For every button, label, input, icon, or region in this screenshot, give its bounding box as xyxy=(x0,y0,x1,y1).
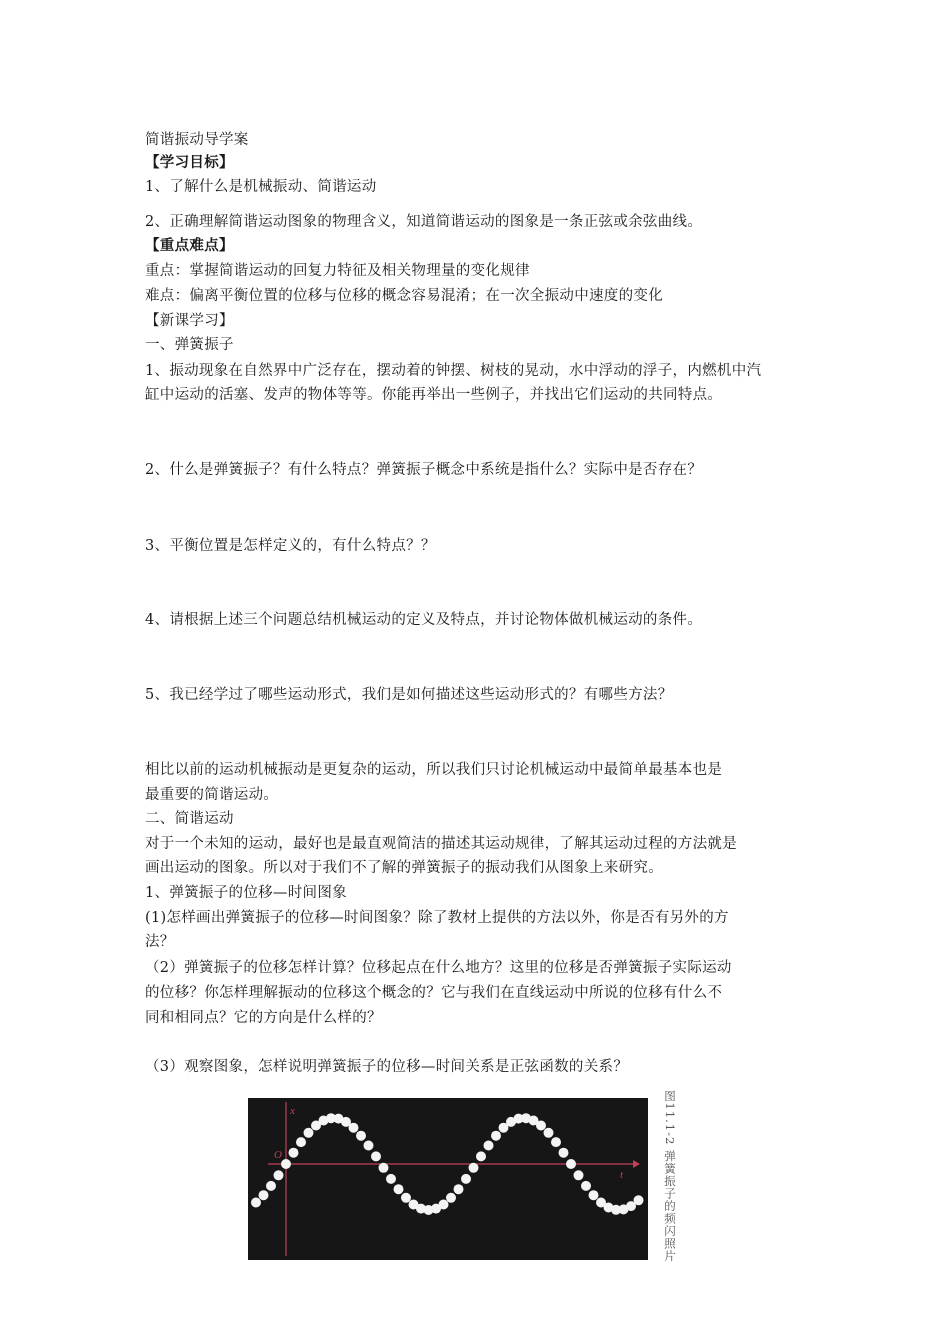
goal-1: 1、了解什么是机械振动、简谐运动 xyxy=(145,179,377,195)
oscillator-ball xyxy=(544,1128,554,1138)
oscillator-ball xyxy=(251,1198,261,1208)
oscillator-ball xyxy=(394,1184,404,1194)
oscillator-ball xyxy=(349,1123,359,1133)
oscillator-ball xyxy=(574,1170,584,1180)
sub-question-1-line2: 法？ xyxy=(145,934,175,950)
sub1-heading: 1、弹簧振子的位移—时间图象 xyxy=(145,885,347,901)
oscillator-ball xyxy=(484,1141,494,1151)
part1-heading: 一、弹簧振子 xyxy=(145,337,234,353)
question-1-line1: 1、振动现象在自然界中广泛存在，摆动着的钟摆、树枝的晃动，水中浮动的浮子，内燃机中汽 xyxy=(145,363,762,379)
difficulty: 难点：偏离平衡位置的位移与位移的概念容易混淆；在一次全振动中速度的变化 xyxy=(145,288,663,304)
question-1-line2: 缸中运动的活塞、发声的物体等等。你能再举出一些例子，并找出它们运动的共同特点。 xyxy=(145,387,723,403)
sub-question-2-line2: 的位移？你怎样理解振动的位移这个概念的？它与我们在直线运动中所说的位移有什么不 xyxy=(145,985,723,1001)
origin-label: O xyxy=(274,1149,282,1161)
oscillator-ball xyxy=(589,1190,599,1200)
t-axis-label: t xyxy=(620,1169,624,1181)
oscillator-ball xyxy=(259,1190,269,1200)
figure-caption: 图11.1-2 弹簧振子的频闪照片 xyxy=(663,1090,677,1263)
oscillator-ball xyxy=(371,1151,381,1161)
oscillator-ball xyxy=(476,1151,486,1161)
question-5: 5、我已经学过了哪些运动形式，我们是如何描述这些运动形式的？有哪些方法？ xyxy=(145,687,673,703)
sub-question-2-line3: 同和相同点？它的方向是什么样的？ xyxy=(145,1010,382,1026)
sub-question-1-line1: (1)怎样画出弹簧振子的位移—时间图象？除了教材上提供的方法以外，你是否有另外的方 xyxy=(145,910,729,926)
oscillator-ball xyxy=(469,1163,479,1173)
oscillator-ball xyxy=(634,1195,644,1205)
oscillator-ball xyxy=(566,1159,576,1169)
oscillator-ball xyxy=(581,1181,591,1191)
oscillator-ball xyxy=(356,1131,366,1141)
oscillator-ball xyxy=(559,1148,569,1158)
oscillator-ball xyxy=(296,1137,306,1147)
strobe-photo-figure xyxy=(248,1098,648,1260)
page-title: 简谐振动导学案 xyxy=(145,132,249,148)
goal-2: 2、正确理解简谐运动图象的物理含义，知道简谐运动的图象是一条正弦或余弦曲线。 xyxy=(145,214,703,230)
oscillator-ball xyxy=(401,1193,411,1203)
question-3: 3、平衡位置是怎样定义的，有什么特点？？ xyxy=(145,538,436,554)
new-lesson-heading: 【新课学习】 xyxy=(145,313,234,329)
oscillator-ball xyxy=(289,1148,299,1158)
part2-line2: 画出运动的图象。所以对于我们不了解的弹簧振子的振动我们从图象上来研究。 xyxy=(145,860,663,876)
oscillator-ball xyxy=(551,1137,561,1147)
oscillator-ball xyxy=(536,1121,546,1131)
intro-line2: 最重要的简谐运动。 xyxy=(145,787,279,803)
oscillator-ball xyxy=(266,1181,276,1191)
part2-heading: 二、简谐运动 xyxy=(145,811,234,827)
oscillator-ball xyxy=(386,1174,396,1184)
part2-line1: 对于一个未知的运动，最好也是最直观简洁的描述其运动规律，了解其运动过程的方法就是 xyxy=(145,836,737,852)
oscillator-ball xyxy=(304,1128,314,1138)
oscillator-ball xyxy=(439,1200,449,1210)
question-4: 4、请根据上述三个问题总结机械运动的定义及特点，并讨论物体做机械运动的条件。 xyxy=(145,612,703,628)
sub-question-2-line1: （2）弹簧振子的位移怎样计算？位移起点在什么地方？这里的位移是否弹簧振子实际运动 xyxy=(145,960,732,976)
oscillation-graph xyxy=(248,1098,648,1260)
key-point: 重点：掌握简谐运动的回复力特征及相关物理量的变化规律 xyxy=(145,263,530,279)
x-axis-label: x xyxy=(290,1105,295,1117)
oscillator-ball xyxy=(454,1184,464,1194)
sub-question-3: （3）观察图象，怎样说明弹簧振子的位移—时间关系是正弦函数的关系？ xyxy=(145,1059,629,1075)
intro-line1: 相比以前的运动机械振动是更复杂的运动，所以我们只讨论机械运动中最简单最基本也是 xyxy=(145,762,723,778)
oscillator-ball xyxy=(491,1131,501,1141)
oscillator-ball xyxy=(446,1193,456,1203)
question-2: 2、什么是弹簧振子？有什么特点？弹簧振子概念中系统是指什么？实际中是否存在？ xyxy=(145,462,703,478)
oscillator-ball xyxy=(281,1159,291,1169)
oscillator-ball xyxy=(364,1141,374,1151)
oscillator-ball xyxy=(274,1170,284,1180)
goals-heading: 【学习目标】 xyxy=(145,154,234,171)
oscillator-ball xyxy=(379,1163,389,1173)
key-heading: 【重点难点】 xyxy=(145,237,234,254)
oscillator-ball xyxy=(461,1174,471,1184)
t-axis-arrow xyxy=(633,1160,640,1168)
